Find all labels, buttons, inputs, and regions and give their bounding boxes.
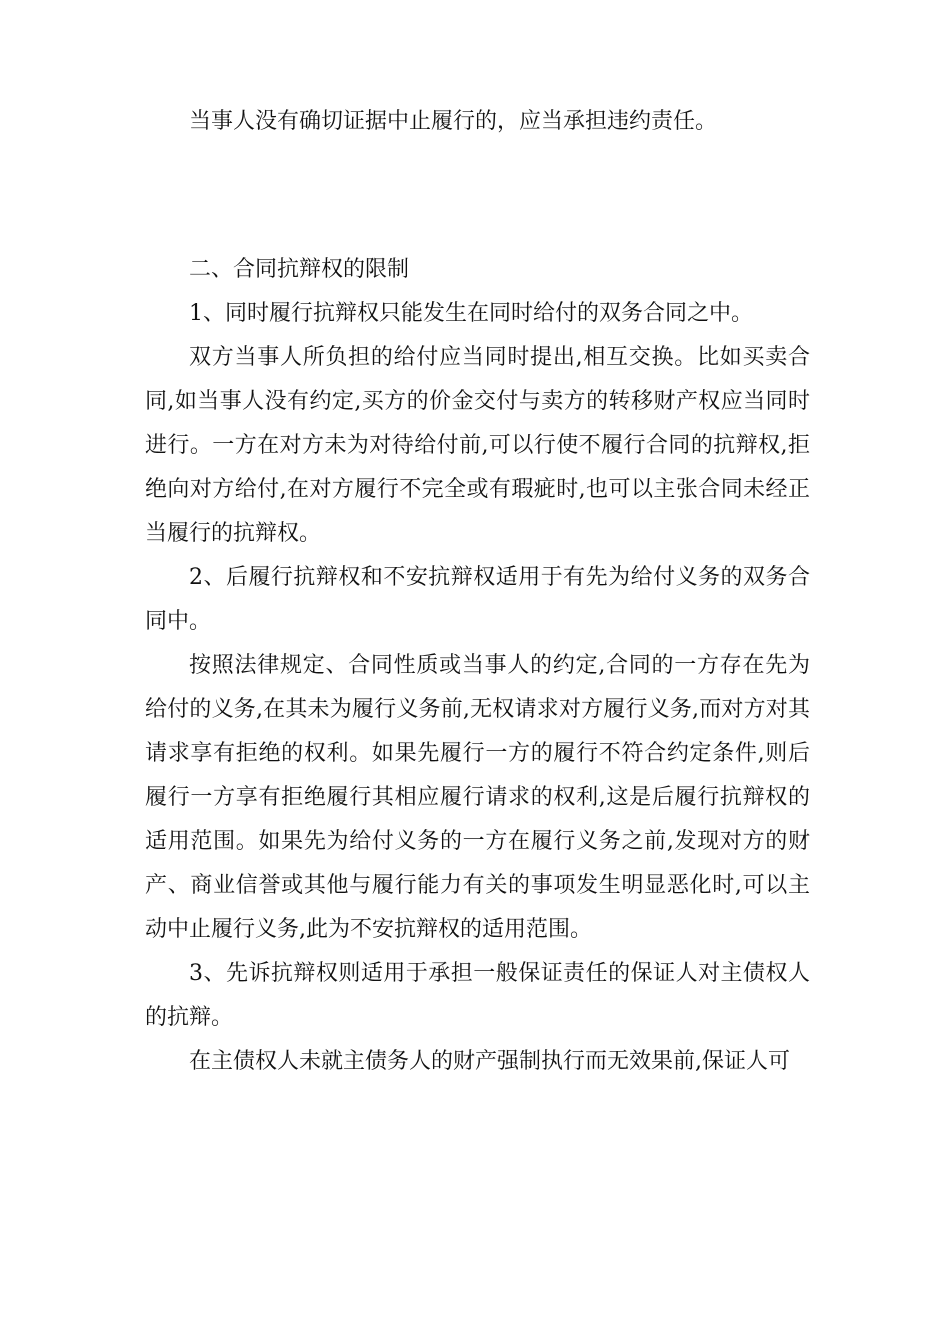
paragraph-breach-liability: 当事人没有确切证据中止履行的，应当承担违约责任。: [189, 109, 718, 134]
paragraph-item-1: 1、同时履行抗辩权只能发生在同时给付的双务合同之中。: [189, 301, 753, 326]
paragraph-item-2-detail: 按照法律规定、合同性质或当事人的约定,合同的一方存在先为给付的义务,在其未为履行义务前,无权请求对方履行义务,而对方对其请求享有拒绝的权利。如果先履行一方的履行不符合约定条件,则后履行一方享有拒绝履行其相应履行请求的权利,这是后履行抗辩权的适用范围。如果先为给付义务的一方在履行义务之前,发现对方的财产、商业信誉或其他与履行能力有关的事项发生明显恶化时,可以主动中止履行义务,此为不安抗辩权的适用范围。: [145, 653, 810, 942]
paragraph-item-1-detail: 双方当事人所负担的给付应当同时提出,相互交换。比如买卖合同,如当事人没有约定,买方的价金交付与卖方的转移财产权应当同时进行。一方在对方未为对待给付前,可以行使不履行合同的抗辩权,拒绝向对方给付,在对方履行不完全或有瑕疵时,也可以主张合同未经正当履行的抗辩权。: [145, 345, 810, 546]
paragraph-item-3-detail: 在主债权人未就主债务人的财产强制执行而无效果前,保证人可: [189, 1049, 790, 1074]
main-section: [145, 248, 810, 1084]
section-heading: 二、合同抗辩权的限制: [189, 257, 410, 282]
intro-section: [145, 100, 810, 144]
paragraph-item-2: 2、后履行抗辩权和不安抗辩权适用于有先为给付义务的双务合同中。: [145, 565, 810, 634]
paragraph-item-3: 3、先诉抗辩权则适用于承担一般保证责任的保证人对主债权人的抗辩。: [145, 961, 810, 1030]
